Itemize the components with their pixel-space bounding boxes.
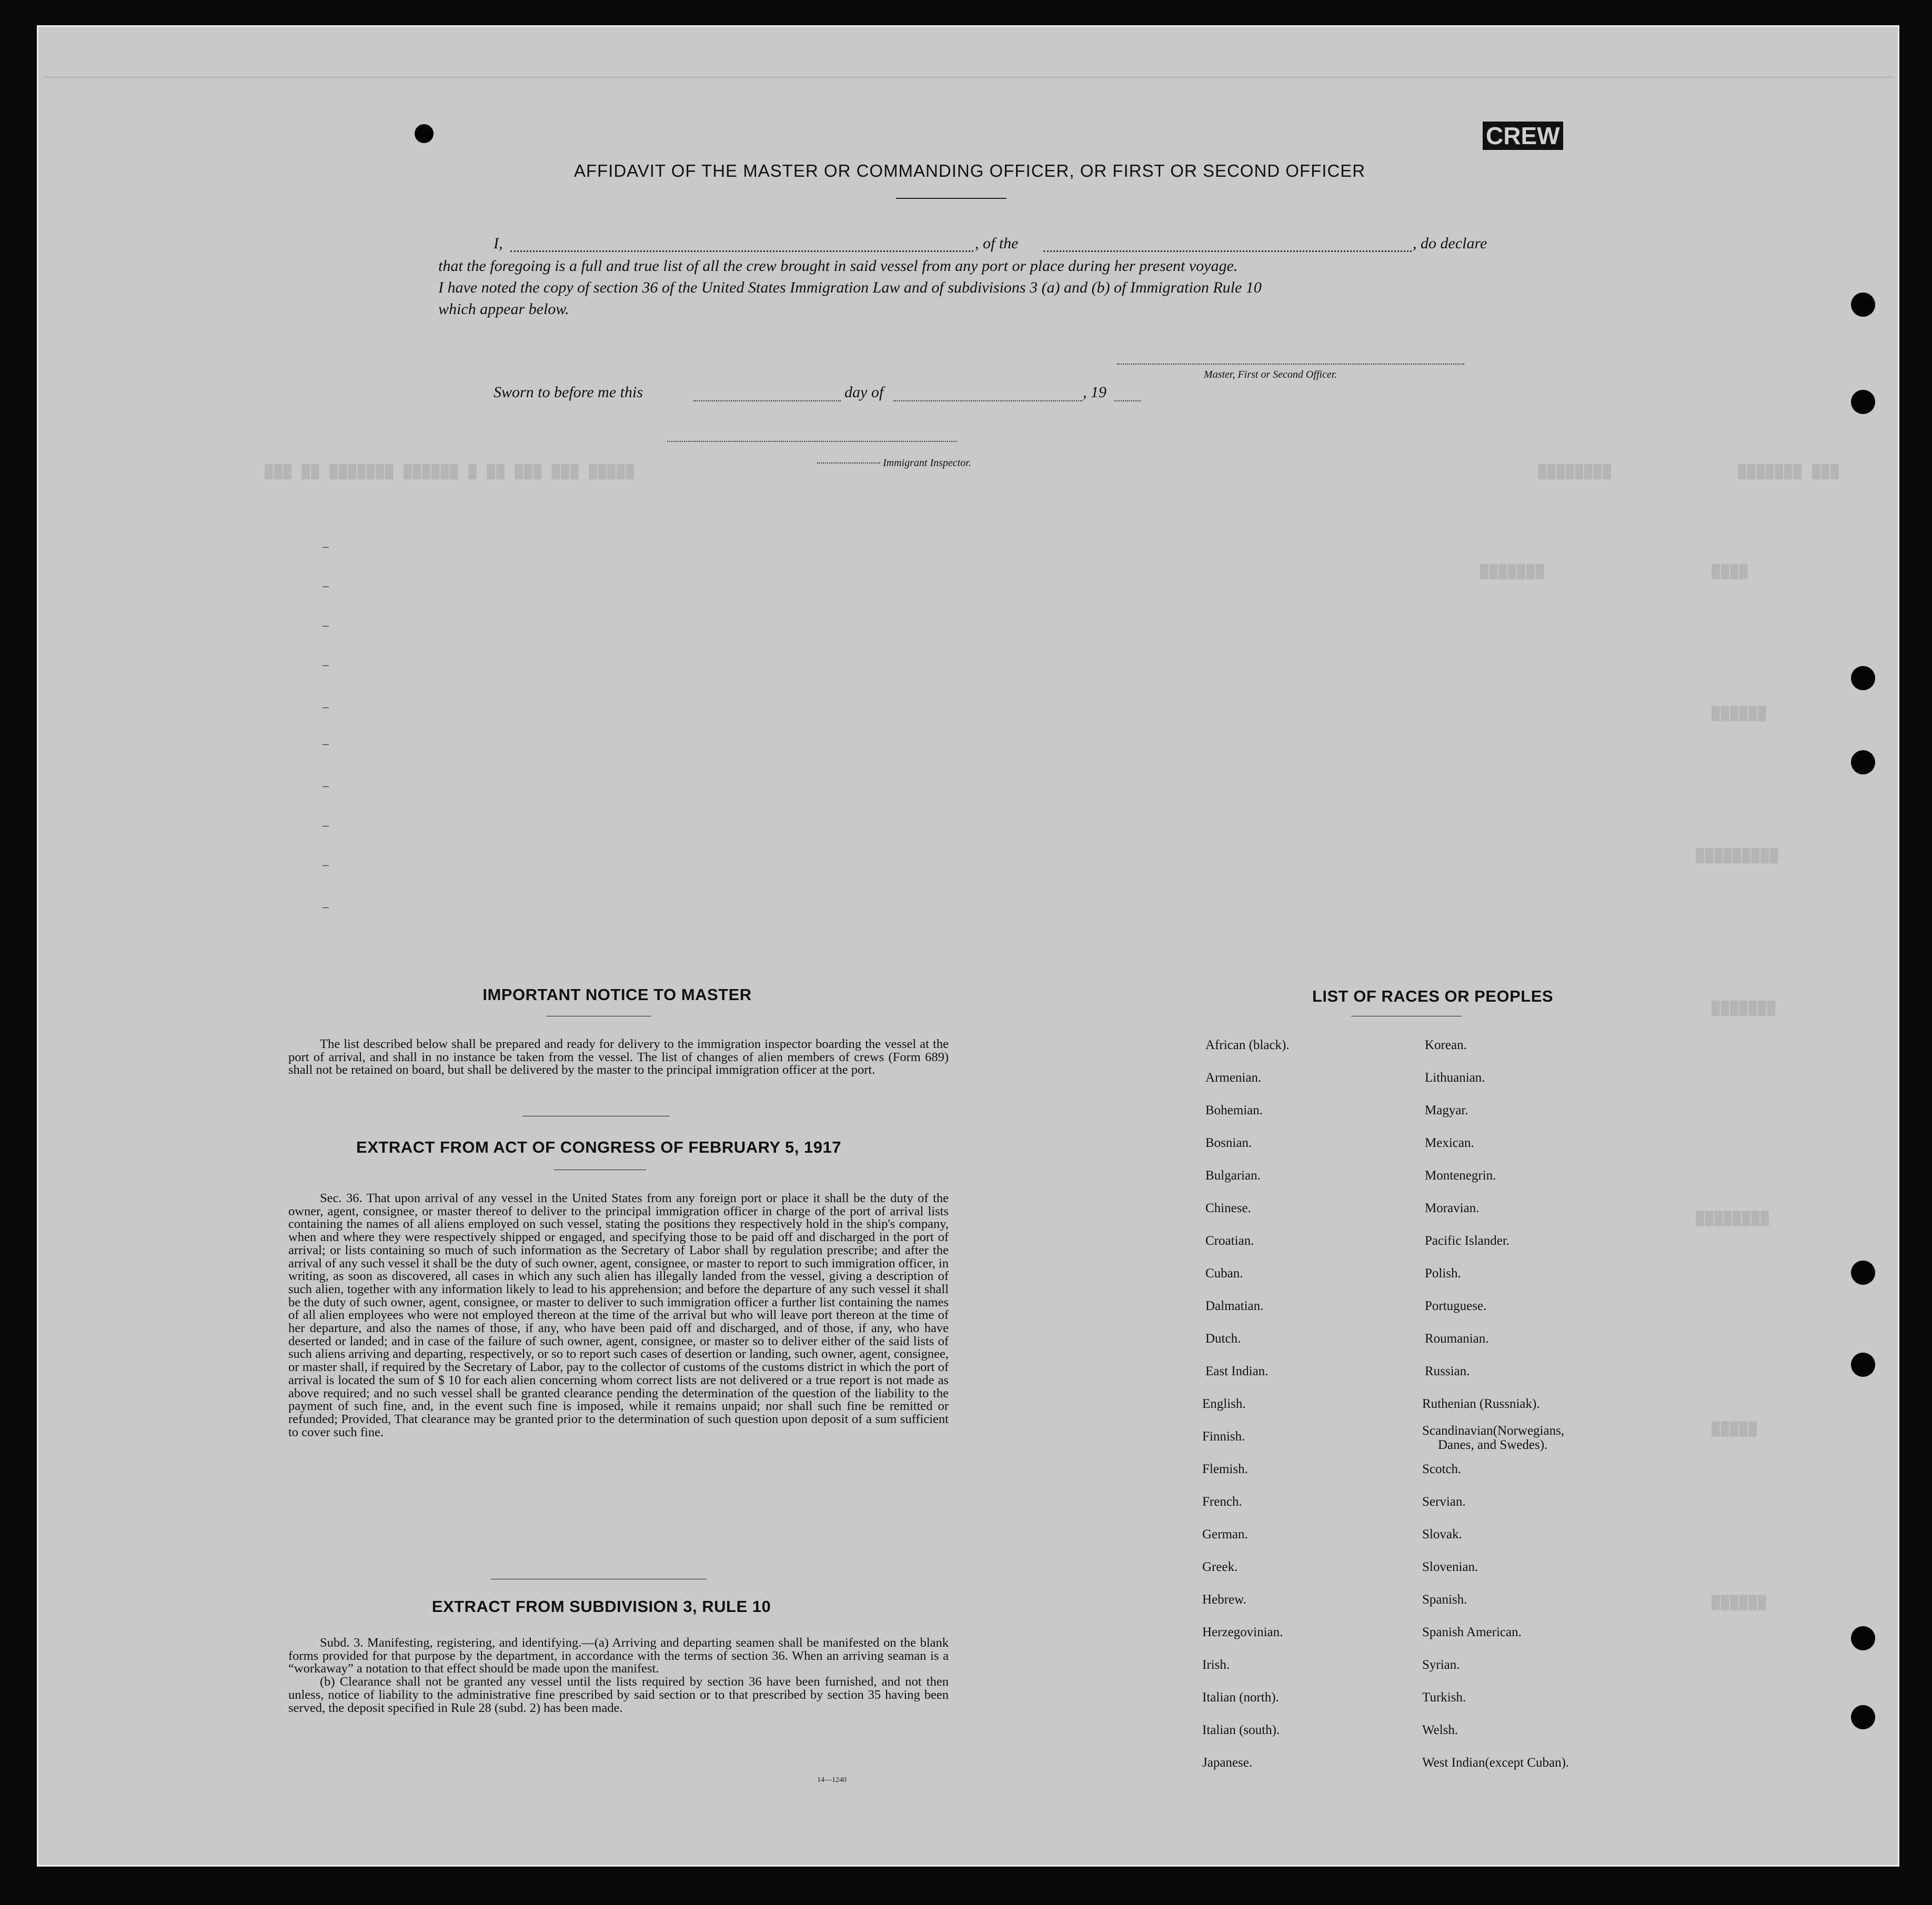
bleed-through: ▓▓▓▓▓	[1712, 1421, 1758, 1437]
race-item: Cuban.	[1205, 1266, 1243, 1281]
race-item: Herzegovinian.	[1202, 1625, 1283, 1639]
binder-hole	[1851, 390, 1875, 414]
race-item: Montenegrin.	[1425, 1168, 1496, 1183]
race-item: Hebrew.	[1202, 1592, 1246, 1607]
bleed-dash: –	[323, 540, 329, 553]
inspector-signature-line	[667, 441, 957, 442]
crew-stamp: CREW	[1483, 122, 1563, 150]
race-item: Syrian.	[1422, 1658, 1460, 1672]
bleed-through: ▓▓▓▓▓▓▓▓	[1538, 463, 1612, 479]
races-title: LIST OF RACES OR PEOPLES	[1312, 987, 1554, 1005]
affidavit-line2: that the foregoing is a full and true list of all the crew brought in said vessel from any port or place during her present voyage.	[438, 257, 1238, 275]
race-item: Armenian.	[1205, 1071, 1262, 1085]
race-item: Polish.	[1425, 1266, 1461, 1281]
bleed-through: ▓▓▓▓▓▓▓	[1712, 1000, 1777, 1016]
notice-text: The list described below shall be prepared and ready for delivery to the immigration inspector boarding the vessel at the port of arrival, and shall in no instance be taken from the vessel. The list of changes of alien members of crews (Form 689) shall not be retained on board, but shall be delivered by the master to the principal immigration officer at the port.	[288, 1037, 949, 1077]
race-item: Slovak.	[1422, 1527, 1462, 1541]
race-item: Portuguese.	[1425, 1299, 1487, 1313]
bleed-through: ▓▓▓▓▓▓	[1712, 1595, 1767, 1610]
race-item: Servian.	[1422, 1495, 1466, 1509]
notice-title: IMPORTANT NOTICE TO MASTER	[482, 985, 752, 1004]
race-item: Irish.	[1202, 1658, 1230, 1672]
race-item: Dalmatian.	[1205, 1299, 1264, 1313]
affidavit-line1-declare: , do declare	[1413, 235, 1487, 252]
bleed-through: ▓▓▓▓▓▓▓▓▓	[1696, 848, 1779, 863]
race-item: Italian (south).	[1202, 1723, 1280, 1737]
race-item: Japanese.	[1202, 1756, 1253, 1770]
race-item: Spanish.	[1422, 1592, 1467, 1607]
race-item: Dutch.	[1205, 1332, 1241, 1346]
inspector-short-line	[817, 462, 880, 463]
race-item: English.	[1202, 1397, 1246, 1411]
sworn-year: , 19	[1083, 384, 1106, 401]
bleed-dash: –	[323, 619, 329, 632]
race-item: Korean.	[1425, 1038, 1467, 1052]
sworn-year-blank	[1114, 400, 1141, 401]
race-item: Bohemian.	[1205, 1103, 1263, 1117]
race-item: Flemish.	[1202, 1462, 1248, 1476]
sworn-day-blank	[693, 400, 841, 401]
bleed-through: ▓▓▓▓▓▓▓	[1480, 563, 1545, 579]
inspector-label: Immigrant Inspector.	[883, 457, 971, 469]
affidavit-line1-i: I,	[494, 235, 503, 252]
race-item: Roumanian.	[1425, 1332, 1489, 1346]
affidavit-line4: which appear below.	[438, 300, 569, 318]
race-item: Spanish American.	[1422, 1625, 1522, 1639]
sworn-month-blank	[893, 400, 1083, 401]
race-item: Bulgarian.	[1205, 1168, 1261, 1183]
bleed-through: ▓▓▓▓	[1712, 563, 1749, 579]
vessel-blank	[1043, 250, 1412, 252]
name-blank	[510, 250, 973, 252]
binder-hole	[1851, 1705, 1875, 1729]
rule-text: Subd. 3. Manifesting, registering, and identifying.—(a) Arriving and departing seamen shall be manifested on the blank forms provided for that purpose by the department, in accordance with the terms of section 36. When an arriving seaman is a “workaway” a notation to that effect should be made upon the manifest. (b) Clearance shall not be granted any vessel until the lists required by section 36 have been furnished, and not then unless, notice of liability to the administrative fine prescribed by said section or to that prescribed by section 35 having been served, the deposit specified in Rule 28 (subd. 2) has been made.	[288, 1636, 949, 1715]
race-item: French.	[1202, 1495, 1242, 1509]
affidavit-line1-of: , of the	[975, 235, 1019, 252]
bleed-dash: –	[323, 819, 329, 832]
binder-hole	[1851, 750, 1875, 774]
form-number: 14—1240	[817, 1776, 847, 1784]
race-item: Scotch.	[1422, 1462, 1462, 1476]
bleed-dash: –	[323, 737, 329, 751]
bleed-through: ▓▓▓▓▓▓	[1712, 705, 1767, 721]
race-item: Greek.	[1202, 1560, 1238, 1574]
race-item: Slovenian.	[1422, 1560, 1478, 1574]
manifest-sheet	[37, 25, 1899, 1867]
signature-line	[1117, 364, 1464, 365]
master-label: Master, First or Second Officer.	[1204, 369, 1337, 380]
bleed-through: ▓▓▓▓▓▓▓ ▓▓▓	[1738, 463, 1840, 479]
race-item: Bosnian.	[1205, 1136, 1252, 1150]
race-item: Chinese.	[1205, 1201, 1251, 1215]
sworn-day: day of	[844, 384, 884, 401]
affidavit-line3: I have noted the copy of section 36 of the United States Immigration Law and of subdivisions 3 (a) and (b) of Immigration Rule 10	[438, 279, 1262, 296]
race-item: Lithuanian.	[1425, 1071, 1485, 1085]
race-item: East Indian.	[1205, 1364, 1269, 1378]
binder-hole	[1851, 1626, 1875, 1650]
binder-hole	[1851, 293, 1875, 317]
race-item: Turkish.	[1422, 1690, 1466, 1705]
rule-title: EXTRACT FROM SUBDIVISION 3, RULE 10	[431, 1597, 771, 1616]
bleed-dash: –	[323, 658, 329, 672]
race-item: Pacific Islander.	[1425, 1234, 1510, 1248]
race-item: Scandinavian(Norwegians,	[1422, 1424, 1565, 1438]
race-item: Mexican.	[1425, 1136, 1474, 1150]
bleed-dash: –	[323, 779, 329, 793]
race-item: Russian.	[1425, 1364, 1470, 1378]
binder-hole	[1851, 1353, 1875, 1377]
race-item: German.	[1202, 1527, 1248, 1541]
bleed-through: ▓▓▓ ▓▓ ▓▓▓▓▓▓▓ ▓▓▓▓▓▓ ▓ ▓▓ ▓▓▓ ▓▓▓ ▓▓▓▓▓	[265, 463, 636, 479]
race-item: African (black).	[1205, 1038, 1290, 1052]
divider	[896, 198, 1007, 199]
bleed-dash: –	[323, 700, 329, 714]
race-item: Welsh.	[1422, 1723, 1458, 1737]
bleed-through: ▓▓▓▓▓▓▓▓	[1696, 1211, 1770, 1226]
binder-hole	[1851, 1261, 1875, 1285]
binder-hole	[415, 124, 434, 143]
page-border	[44, 77, 1893, 1864]
race-item: Moravian.	[1425, 1201, 1480, 1215]
race-item: Danes, and Swedes).	[1438, 1438, 1548, 1452]
race-item: Italian (north).	[1202, 1690, 1279, 1705]
act-text: Sec. 36. That upon arrival of any vessel in the United States from any foreign port or place it shall be the duty of the owner, agent, consignee, or master thereof to deliver to the principal immigration officer in charge of the port of arrival lists containing the names of all aliens employed on such vessel, stating the positions they respectively hold in the ship's company, when and where they were respectively shipped or engaged, and specifying those to be paid off and discharged in the port of arrival; or lists containing so much of such information as the Secretary of Labor shall by regulation prescribe; and after the arrival of any such vessel it shall be the duty of such owner, agent, consignee, or master to report to such immigration officer, in writing, as soon as discovered, all cases in which any such alien has illegally landed from the vessel, giving a description of such alien, together with any information likely to lead to his apprehension; and before the departure of any such vessel it shall be the duty of such owner, agent, consignee, or master to deliver to such immigration officer a further list containing the names of all alien employees who were not employed thereon at the time of the arrival but who will leave port thereon at the time of her departure, and also the names of those, if any, who have been paid off and discharged, and of those, if any, who have deserted or landed; and in case of the failure of such owner, agent, consignee, or master so to deliver either of the said lists of such aliens arriving and departing, respectively, or so to report such cases of desertion or landing, such owner, agent, consignee, or master shall, if required by the Secretary of Labor, pay to the collector of customs of the customs district in which the port of arrival is located the sum of $ 10 for each alien concerning whom correct lists are not delivered or a true report is not made as above required; and no such vessel shall be granted clearance pending the determination of the question of the liability to the payment of such fine, and, in the event such fine is imposed, while it remains unpaid; nor shall such fine be remitted or refunded; Provided, That clearance may be granted prior to the determination of such question upon deposit of a sum sufficient to cover such fine.	[288, 1191, 949, 1439]
binder-hole	[1851, 666, 1875, 690]
race-item: Ruthenian (Russniak).	[1422, 1397, 1540, 1411]
race-item: Croatian.	[1205, 1234, 1254, 1248]
bleed-dash: –	[323, 579, 329, 593]
race-item: Finnish.	[1202, 1429, 1245, 1444]
act-title: EXTRACT FROM ACT OF CONGRESS OF FEBRUARY 5, 1917	[356, 1138, 841, 1156]
race-item: West Indian(except Cuban).	[1422, 1756, 1569, 1770]
race-item: Magyar.	[1425, 1103, 1468, 1117]
sworn-prefix: Sworn to before me this	[494, 384, 643, 401]
affidavit-title: AFFIDAVIT OF THE MASTER OR COMMANDING OFFICER, OR FIRST OR SECOND OFFICER	[573, 161, 1366, 180]
bleed-dash: –	[323, 858, 329, 872]
bleed-dash: –	[323, 900, 329, 914]
